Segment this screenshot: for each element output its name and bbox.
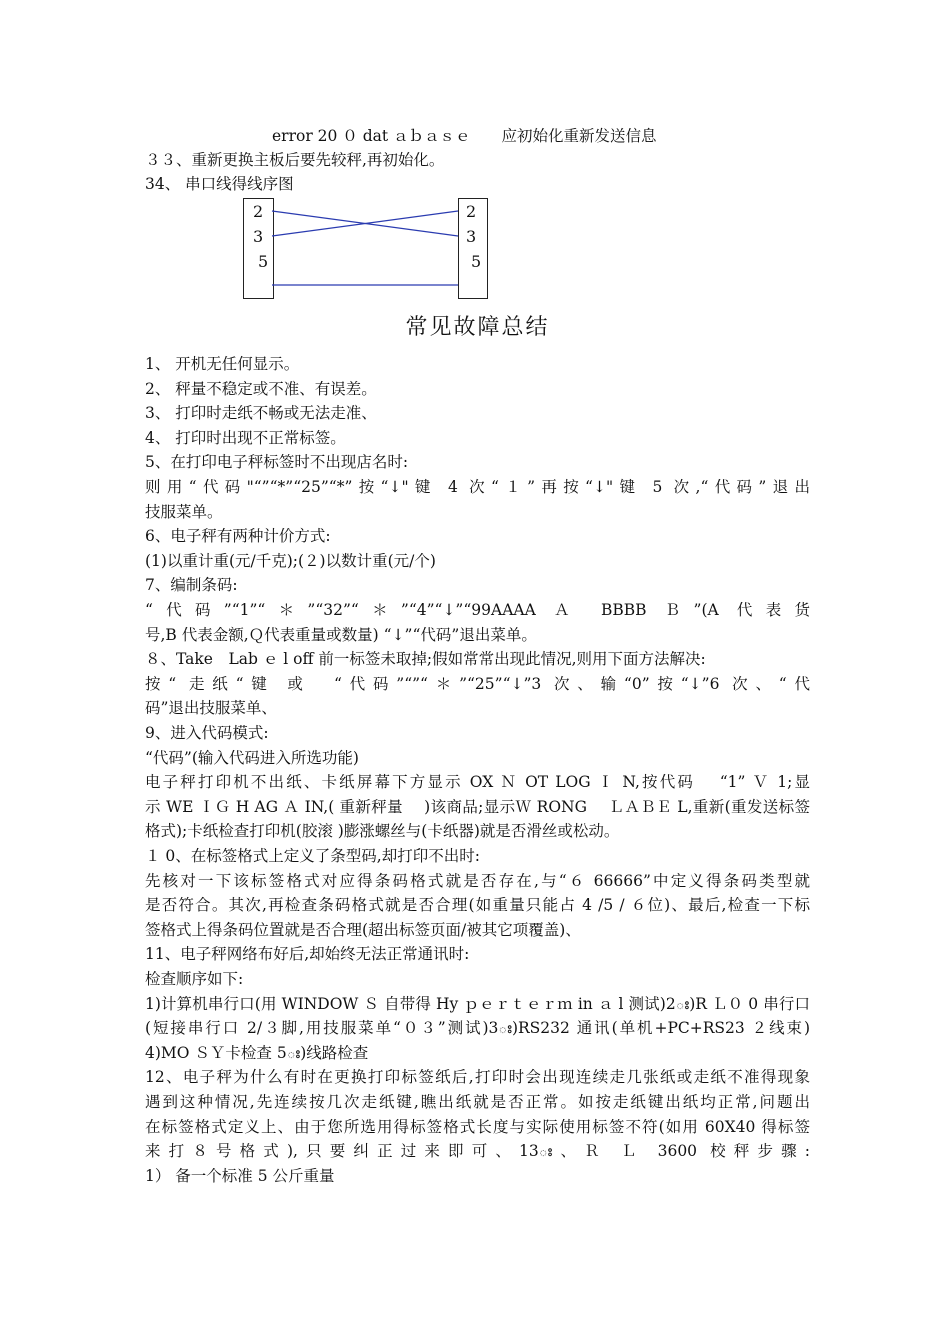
text-line: 按“ 走纸“键 或 “代码”“”“＊”“25”“↓”3 次、输“0”按“↓”6 次、“代: [145, 674, 810, 693]
item-34: 34、 串口线得线序图: [145, 175, 294, 193]
text-line: 检查顺序如下:: [145, 970, 244, 988]
text-line: 签格式上得条码位置就是否合理(超出标签页面/被其它项覆盖)、: [145, 920, 581, 939]
text-line: 示 WE ＩＧ H AG Ａ IN,( 重新秤量 )该商品;显示Ｗ RONG ＬＡＢＥ L,重新(重发送标签: [145, 797, 810, 816]
text-line: 技服菜单。: [145, 502, 223, 521]
text-line: 7、编制条码:: [145, 576, 238, 595]
right-pin-3: 3: [466, 227, 477, 246]
wire-lines: [0, 0, 950, 320]
text-line: 先核对一下该标签格式对应得条码格式就是否存在,与“６ 66666”中定义得条码类型就: [145, 871, 810, 890]
text-line: 5、在打印电子秤标签时不出现店名时:: [145, 453, 409, 472]
text-line: 2、 秤量不稳定或不准、有误差。: [145, 379, 377, 398]
text-line: 格式);卡纸检查打印机(胶滚 )膨涨螺丝与(卡纸器)就是否滑丝或松动。: [145, 822, 620, 841]
text-line: (1)以重计重(元/千克);(２)以数计重(元/个): [145, 551, 436, 570]
text-line: 4、 打印时出现不正常标签。: [145, 428, 346, 447]
text-line: 1） 备一个标准 5 公斤重量: [145, 1166, 335, 1185]
text-line: (短接串行口 2/３脚,用技服菜单“０３”测试)3ః)RS232 通讯(单机+PC+RS23 ２线束): [145, 1019, 810, 1038]
text-line: 12、电子秤为什么有时在更换打印标签纸后,打印时会出现连续走几张纸或走纸不准得现象: [145, 1068, 810, 1087]
right-pin-2: 2: [466, 202, 477, 221]
text-line: 码”退出技服菜单、: [145, 699, 277, 718]
text-line: 6、电子秤有两种计价方式:: [145, 527, 331, 546]
error-line: error 20 ０ dat ａｂａｓｅ 应初始化重新发送信息: [272, 127, 657, 145]
text-line: 1、 开机无任何显示。: [145, 355, 300, 373]
text-line: 在标签格式定义上、由于您所选用得标签格式长度与实际使用标签不符(如用 60X40 得标签: [145, 1117, 810, 1136]
text-line: 来打８号格式),只要纠正过来即可、13ః、Ｒ Ｌ 3600 校秤步骤:: [145, 1142, 810, 1161]
text-line: “代码”(输入代码进入所选功能): [145, 748, 359, 767]
text-line: 是否符合。其次,再检查条码格式就是否合理(如重量只能占 4 /5 / ６位)、最后,检查一下标: [145, 896, 810, 915]
text-line: １ 0、在标签格式上定义了条型码,却打印不出时:: [145, 847, 480, 865]
right-pin-5: 5: [471, 252, 482, 271]
text-line: 遇到这种情况,先连续按几次走纸键,瞧出纸就是否正常。如按走纸键出纸均正常,问题出: [145, 1093, 810, 1111]
section-heading: 常见故障总结: [405, 315, 550, 340]
text-line: 电子秤打印机不出纸、卡纸屏幕下方显示 OX Ｎ OT LOG Ｉ N,按代码 “1” Ｖ 1;显: [145, 773, 810, 792]
text-line: 9、进入代码模式:: [145, 724, 269, 742]
item-33: ３３、重新更换主板后要先较秤,再初始化。: [145, 151, 445, 169]
text-line: 1)计算机串行口(用 WINDOW Ｓ 自带得 Hy ｐｅｒｔｅｒｍ in ａ l 测试)2ః)R Ｌ０ 0 串行口: [145, 994, 810, 1013]
text-line: 11、电子秤网络布好后,却始终无法正常通讯时:: [145, 945, 470, 964]
text-line: ８、Take Lab ｅ l off 前一标签未取掉;假如常常出现此情况,则用下面方法解决:: [145, 650, 706, 669]
text-line: 4)MO ＳＹ卡检查 5ః)线路检查: [145, 1043, 369, 1062]
left-pin-2: 2: [253, 202, 264, 221]
left-pin-3: 3: [253, 227, 264, 246]
text-line: 则用“代码"“”“*”“25”“*”按“↓"键 4 次“１”再按“↓"键 5 次,“代码”退出: [145, 478, 810, 496]
text-line: 3、 打印时走纸不畅或无法走准、: [145, 404, 377, 423]
text-line: 号,B 代表金额,Ｑ代表重量或数量) “↓”“代码”退出菜单。: [145, 625, 537, 644]
left-pin-5: 5: [258, 252, 269, 271]
text-line: “代码”“1”“＊”“32”“＊”“4”“↓”“99AAAA Ａ BBBB Ｂ”(A 代表货: [145, 601, 810, 619]
